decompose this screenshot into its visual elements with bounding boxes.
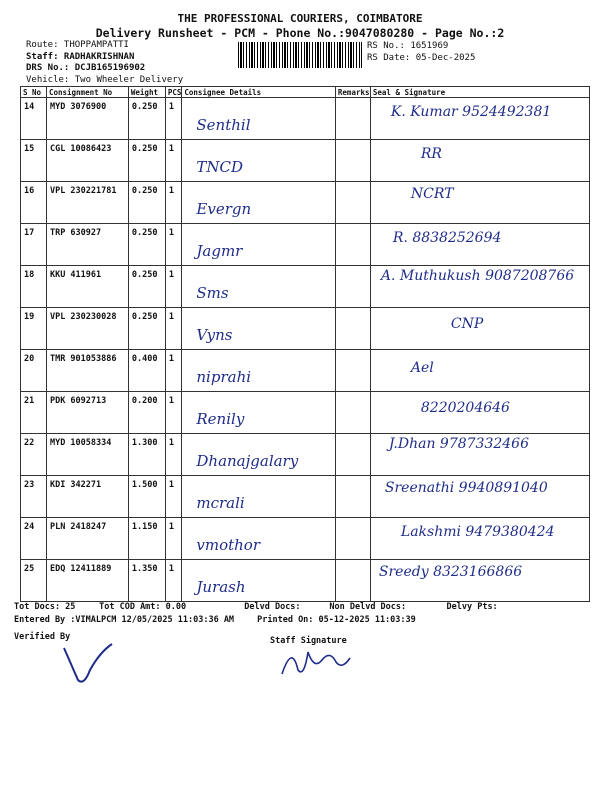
row-weight: 1.350 — [128, 560, 165, 602]
row-consignment-no: PDK 6092713 — [46, 392, 128, 434]
row-weight: 0.250 — [128, 266, 165, 308]
consignee-handwriting: Sms — [196, 284, 229, 302]
row-sno: 21 — [21, 392, 47, 434]
staff-label: Staff: RADHAKRISHNAN — [26, 51, 135, 62]
row-pcs: 1 — [165, 560, 182, 602]
row-remarks — [335, 182, 370, 224]
row-weight: 1.150 — [128, 518, 165, 560]
consignee-handwriting: Renily — [196, 410, 245, 428]
verified-signature — [60, 640, 116, 690]
row-consignee — [182, 98, 336, 140]
row-consignment-no: TMR 901053886 — [46, 350, 128, 392]
runsheet-subtitle: Delivery Runsheet - PCM - Phone No.:9047080280 - Page No.:2 — [95, 26, 505, 40]
row-remarks — [335, 266, 370, 308]
row-consignee — [182, 434, 336, 476]
row-consignee — [182, 308, 336, 350]
row-consignee — [182, 392, 336, 434]
rs-number: RS No.: 1651969 — [367, 41, 449, 51]
total-docs: Tot Docs: 25 — [14, 602, 76, 612]
row-remarks — [335, 518, 370, 560]
col-sno: S No — [21, 87, 47, 98]
consignee-handwriting: TNCD — [196, 158, 244, 176]
footer-totals — [14, 602, 498, 612]
row-signature — [370, 224, 589, 266]
row-pcs: 1 — [165, 140, 182, 182]
row-consignment-no: MYD 3076900 — [46, 98, 128, 140]
footer-entry — [14, 615, 416, 625]
signature-handwriting: J.Dhan 9787332466 — [388, 436, 529, 452]
table-row — [21, 266, 590, 308]
signature-handwriting: Sreedy 8323166866 — [378, 564, 523, 580]
row-pcs: 1 — [165, 182, 182, 224]
drs-number: DRS No.: DCJB165196902 — [26, 63, 146, 73]
row-sno: 14 — [21, 98, 47, 140]
row-remarks — [335, 224, 370, 266]
table-row — [21, 476, 590, 518]
row-consignee — [182, 224, 336, 266]
row-consignment-no: KKU 411961 — [46, 266, 128, 308]
row-pcs: 1 — [165, 308, 182, 350]
table-row — [21, 224, 590, 266]
rs-details — [367, 40, 475, 64]
row-consignment-no: TRP 630927 — [46, 224, 128, 266]
row-signature — [370, 182, 589, 224]
row-pcs: 1 — [165, 224, 182, 266]
row-remarks — [335, 476, 370, 518]
row-weight: 0.200 — [128, 392, 165, 434]
row-consignee — [182, 350, 336, 392]
row-remarks — [335, 434, 370, 476]
staff-signature — [278, 640, 358, 680]
table-row — [21, 140, 590, 182]
signature-handwriting: NCRT — [410, 186, 454, 202]
consignee-handwriting: Jurash — [196, 578, 246, 596]
company-title: THE PROFESSIONAL COURIERS, COIMBATORE — [177, 12, 423, 25]
signature-handwriting: Sreenathi 9940891040 — [384, 480, 548, 496]
table-row — [21, 182, 590, 224]
table-row — [21, 434, 590, 476]
row-consignment-no: PLN 2418247 — [46, 518, 128, 560]
col-remarks: Remarks — [335, 87, 370, 98]
row-pcs: 1 — [165, 476, 182, 518]
signature-handwriting: R. 8838252694 — [392, 230, 502, 246]
consignee-handwriting: Jagmr — [196, 242, 243, 260]
row-sno: 18 — [21, 266, 47, 308]
row-weight: 0.250 — [128, 98, 165, 140]
row-weight: 1.500 — [128, 476, 165, 518]
row-consignee — [182, 140, 336, 182]
delivery-points: Delvy Pts: — [446, 602, 498, 612]
row-signature — [370, 308, 589, 350]
row-remarks — [335, 140, 370, 182]
printed-on: Printed On: 05-12-2025 11:03:39 — [257, 615, 416, 625]
staff-signature-label: Staff Signature — [270, 636, 347, 646]
row-sno: 19 — [21, 308, 47, 350]
verified-by-label: Verified By — [14, 632, 71, 642]
table-row — [21, 98, 590, 140]
row-consignment-no: VPL 230230028 — [46, 308, 128, 350]
row-pcs: 1 — [165, 518, 182, 560]
row-sno: 17 — [21, 224, 47, 266]
row-consignment-no: EDQ 12411889 — [46, 560, 128, 602]
row-consignee — [182, 560, 336, 602]
consignee-handwriting: vmothor — [196, 536, 261, 554]
vehicle-label: Vehicle: Two Wheeler Delivery — [26, 74, 184, 85]
row-sno: 20 — [21, 350, 47, 392]
col-pcs: PCS — [165, 87, 182, 98]
row-signature — [370, 392, 589, 434]
row-remarks — [335, 98, 370, 140]
row-weight: 0.250 — [128, 140, 165, 182]
row-signature — [370, 518, 589, 560]
row-sno: 16 — [21, 182, 47, 224]
row-signature — [370, 98, 589, 140]
non-delivered-docs: Non Delvd Docs: — [329, 602, 407, 612]
row-remarks — [335, 308, 370, 350]
row-remarks — [335, 560, 370, 602]
delivered-docs: Delvd Docs: — [244, 602, 301, 612]
consignee-handwriting: mcrali — [196, 494, 245, 512]
consignee-handwriting: niprahi — [196, 368, 252, 386]
row-signature — [370, 434, 589, 476]
row-consignee — [182, 476, 336, 518]
row-weight: 0.400 — [128, 350, 165, 392]
consignee-handwriting: Vyns — [196, 326, 233, 344]
row-consignment-no: KDI 342271 — [46, 476, 128, 518]
runsheet-table — [20, 86, 590, 602]
row-pcs: 1 — [165, 392, 182, 434]
row-consignee — [182, 182, 336, 224]
rs-date: RS Date: 05-Dec-2025 — [367, 53, 476, 63]
total-cod: Tot COD Amt: 0.00 — [99, 602, 187, 612]
row-weight: 0.250 — [128, 224, 165, 266]
consignee-handwriting: Evergn — [196, 200, 252, 218]
header-details — [26, 40, 183, 86]
row-pcs: 1 — [165, 266, 182, 308]
row-remarks — [335, 392, 370, 434]
signature-handwriting: CNP — [450, 316, 484, 332]
col-weight: Weight — [128, 87, 165, 98]
row-remarks — [335, 350, 370, 392]
row-pcs: 1 — [165, 98, 182, 140]
route-label: Route: THOPPAMPATTI — [26, 40, 129, 50]
table-row — [21, 350, 590, 392]
col-consignee: Consignee Details — [182, 87, 336, 98]
row-signature — [370, 476, 589, 518]
row-sno: 23 — [21, 476, 47, 518]
row-signature — [370, 560, 589, 602]
row-signature — [370, 350, 589, 392]
table-row — [21, 308, 590, 350]
signature-handwriting: Lakshmi 9479380424 — [400, 524, 555, 540]
entered-by: Entered By :VIMALPCM 12/05/2025 11:03:36 AM — [14, 615, 235, 625]
signature-handwriting: K. Kumar 9524492381 — [390, 104, 552, 120]
row-consignment-no: CGL 10086423 — [46, 140, 128, 182]
col-signature: Seal & Signature — [370, 87, 589, 98]
col-consignment: Consignment No — [46, 87, 128, 98]
row-consignment-no: MYD 10058334 — [46, 434, 128, 476]
row-sno: 25 — [21, 560, 47, 602]
row-consignee — [182, 518, 336, 560]
row-signature — [370, 266, 589, 308]
row-sno: 24 — [21, 518, 47, 560]
row-sno: 22 — [21, 434, 47, 476]
row-consignment-no: VPL 230221781 — [46, 182, 128, 224]
consignee-handwriting: Senthil — [196, 116, 251, 134]
table-row — [21, 518, 590, 560]
row-sno: 15 — [21, 140, 47, 182]
table-row — [21, 392, 590, 434]
row-weight: 1.300 — [128, 434, 165, 476]
row-pcs: 1 — [165, 434, 182, 476]
signature-handwriting: RR — [420, 146, 442, 162]
row-pcs: 1 — [165, 350, 182, 392]
row-weight: 0.250 — [128, 308, 165, 350]
row-consignee — [182, 266, 336, 308]
signature-handwriting: A. Muthukush 9087208766 — [380, 268, 575, 284]
row-signature — [370, 140, 589, 182]
table-row — [21, 560, 590, 602]
consignee-handwriting: Dhanajgalary — [196, 452, 299, 470]
row-weight: 0.250 — [128, 182, 165, 224]
barcode-image — [238, 42, 362, 68]
table-header-row — [21, 87, 590, 98]
signature-handwriting: 8220204646 — [420, 400, 510, 416]
signature-handwriting: Ael — [410, 360, 434, 376]
